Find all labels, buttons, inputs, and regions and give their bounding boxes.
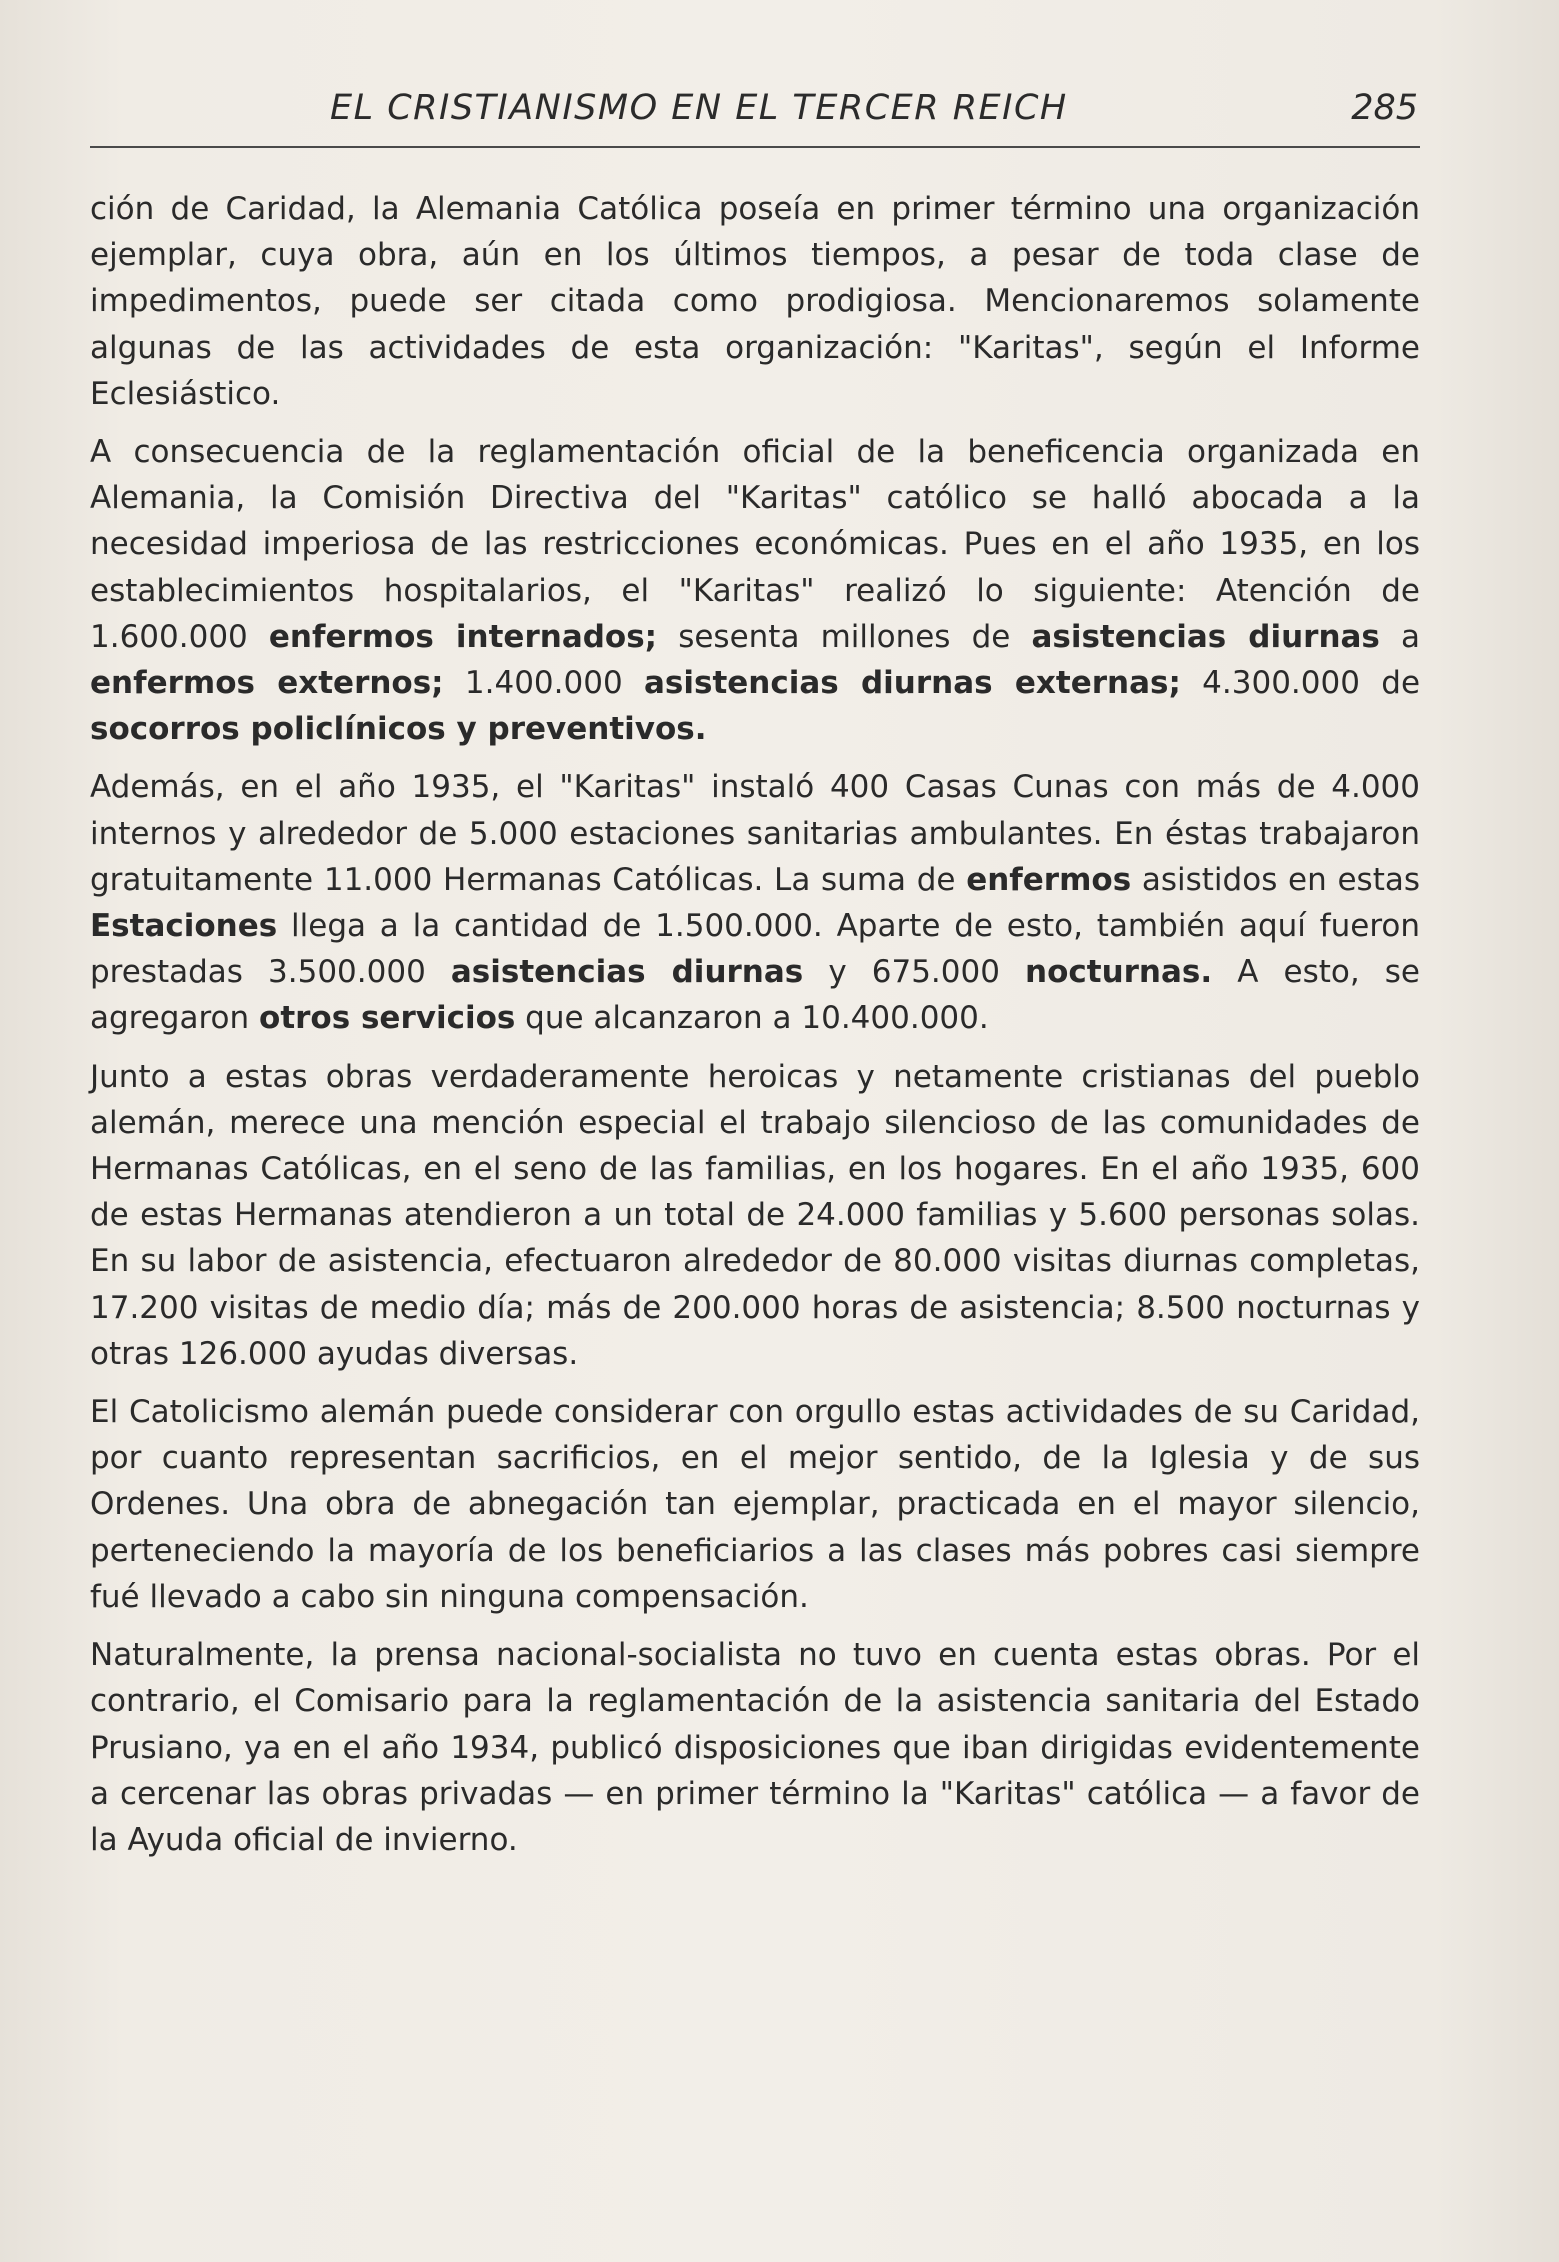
header-rule [90, 146, 1420, 148]
body-text [90, 186, 1420, 1875]
paragraph [90, 1389, 1420, 1620]
paragraph [90, 1054, 1420, 1377]
bold-text-segment: asistencias diurnas [450, 954, 804, 991]
running-title: EL CRISTIANISMO EN EL TERCER REICH [330, 88, 1068, 128]
text-segment: Además, en el año 1935, el "Karitas" instaló 400 Casas Cunas con más de 4.000 internos y alrededor de 5.000 estaciones sanitarias ambulantes. En éstas trabajaron gratuitamente 11.000 Hermanas Católicas. La suma de [90, 769, 1420, 898]
text-segment: ción de Caridad, la Alemania Católica poseía en primer término una organización ejemplar, cuya obra, aún en los últimos tiempos, a pesar de toda clase de impedimentos, puede ser citada como prodigiosa. Mencionaremos solamente algunas de las actividades de esta organización: "Karitas", según el Informe Eclesiástico. [90, 191, 1420, 412]
bold-text-segment: enfermos externos; [90, 665, 444, 702]
bold-text-segment: asistencias diurnas [1031, 618, 1380, 655]
bold-text-segment: otros servicios [259, 1000, 516, 1037]
text-segment: sesenta millones de [657, 618, 1032, 655]
text-segment: 1.400.000 [443, 665, 644, 702]
text-segment: El Catolicismo alemán puede considerar con orgullo estas actividades de su Caridad, por cuanto representan sacrificios, en el mejor sentido, de la Iglesia y de sus Ordenes. Una obra de abnegación tan ejemplar, practicada en el mayor silencio, perteneciendo la mayoría de los beneficiarios a las clases más pobres casi siempre fué llevado a cabo sin ninguna compensación. [90, 1394, 1420, 1615]
paragraph [90, 1632, 1420, 1863]
bold-text-segment: nocturnas. [1025, 954, 1213, 991]
paragraph [90, 186, 1420, 417]
paragraph [90, 764, 1420, 1041]
text-segment: Junto a estas obras verdaderamente heroicas y netamente cristianas del pueblo alemán, merece una mención especial el trabajo silencioso de las comunidades de Hermanas Católicas, en el seno de las familias, en los hogares. En el año 1935, 600 de estas Hermanas atendieron a un total de 24.000 familias y 5.600 personas solas. En su labor de asistencia, efectuaron alrededor de 80.000 visitas diurnas completas, 17.200 visitas de medio día; más de 200.000 horas de asistencia; 8.500 nocturnas y otras 126.000 ayudas diversas. [90, 1058, 1420, 1372]
text-segment: Naturalmente, la prensa nacional-socialista no tuvo en cuenta estas obras. Por el contrario, el Comisario para la reglamentación de la asistencia sanitaria del Estado Prusiano, ya en el año 1934, publicó disposiciones que iban dirigidas evidentemente a cercenar las obras privadas — en primer término la "Karitas" católica — a favor de la Ayuda oficial de invierno. [90, 1637, 1420, 1858]
bold-text-segment: enfermos internados; [268, 618, 658, 655]
bold-text-segment: asistencias diurnas externas; [644, 665, 1181, 702]
paragraph [90, 429, 1420, 752]
bold-text-segment: enfermos [966, 861, 1132, 898]
bold-text-segment: socorros policlínicos y preventivos. [90, 711, 707, 748]
running-head [90, 88, 1418, 148]
text-segment: A esto, se agregaron [90, 954, 1421, 1037]
text-segment: que alcanzaron a 10.400.000. [515, 1000, 989, 1037]
bold-text-segment: Estaciones [90, 908, 278, 945]
text-segment: y 675.000 [803, 954, 1026, 991]
page-number: 285 [1351, 88, 1418, 128]
text-segment: llega a la cantidad de 1.500.000. Aparte de esto, también aquí fueron prestadas 3.500.000 [90, 908, 1420, 991]
text-segment: a [1379, 618, 1421, 655]
text-segment: 4.300.000 de [1180, 665, 1421, 702]
text-segment: A consecuencia de la reglamentación oficial de la beneficencia organizada en Alemania, la Comisión Directiva del "Karitas" católico se halló abocada a la necesidad imperiosa de las restricciones económicas. Pues en el año 1935, en los establecimientos hospitalarios, el "Karitas" realizó lo siguiente: Atención de 1.600.000 [90, 434, 1420, 655]
text-segment: asistidos en estas [1131, 861, 1421, 898]
